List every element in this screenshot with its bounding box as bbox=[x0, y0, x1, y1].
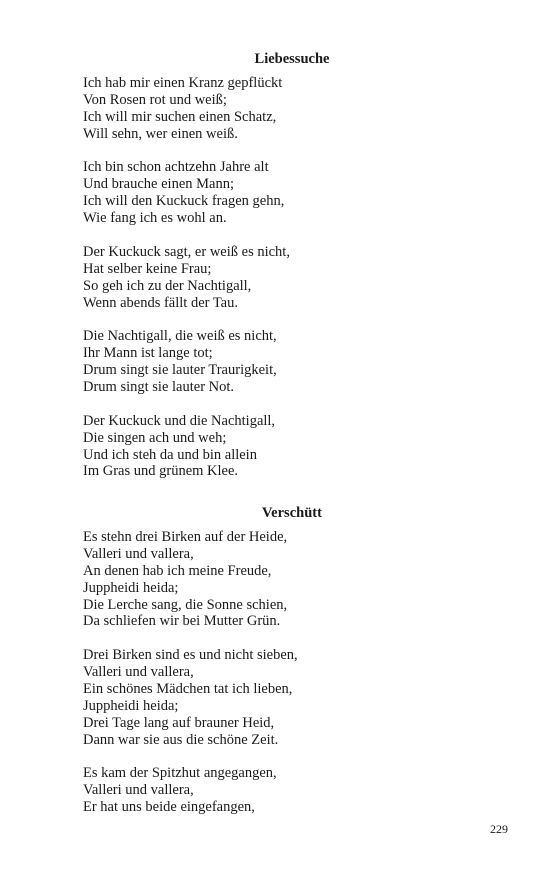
poem-line: Die singen ach und weh; bbox=[83, 429, 227, 446]
poem-body bbox=[83, 529, 513, 816]
stanza-gap bbox=[83, 143, 513, 160]
poem-line: Es kam der Spitzhut angegangen, bbox=[83, 765, 277, 782]
poem-line: Ihr Mann ist lange tot; bbox=[83, 345, 213, 362]
poem-line: Drei Birken sind es und nicht sieben, bbox=[83, 647, 298, 664]
poem-line: Ich will mir suchen einen Schatz, bbox=[83, 108, 277, 125]
poem-line: So geh ich zu der Nachtigall, bbox=[83, 277, 252, 294]
poem-body bbox=[83, 75, 513, 480]
page-number: 229 bbox=[490, 822, 508, 836]
poem-line: Der Kuckuck und die Nachtigall, bbox=[83, 412, 276, 429]
poem-line: Drei Tage lang auf brauner Heid, bbox=[83, 714, 275, 731]
poem-line: Juppheidi heida; bbox=[83, 579, 179, 596]
poem-line: Valleri und vallera, bbox=[83, 545, 194, 562]
poem-line: Will sehn, wer einen weiß. bbox=[83, 125, 238, 142]
stanza-gap bbox=[83, 396, 513, 413]
poem-line: Valleri und vallera, bbox=[83, 664, 194, 681]
poem-line: Die Lerche sang, die Sonne schien, bbox=[83, 596, 288, 613]
poem-line: Hat selber keine Frau; bbox=[83, 260, 212, 277]
poem-line: Ich bin schon achtzehn Jahre alt bbox=[83, 159, 269, 176]
stanza-gap bbox=[83, 749, 513, 766]
poem-line: Wenn abends fällt der Tau. bbox=[83, 294, 238, 311]
poem-line: Im Gras und grünem Klee. bbox=[83, 463, 239, 480]
poem-line: Von Rosen rot und weiß; bbox=[83, 91, 227, 108]
poem-line: Die Nachtigall, die weiß es nicht, bbox=[83, 328, 277, 345]
poem-line: Wie fang ich es wohl an. bbox=[83, 210, 227, 227]
poem-line: Valleri und vallera, bbox=[83, 782, 194, 799]
poem-line: Es stehn drei Birken auf der Heide, bbox=[83, 529, 288, 545]
poem-line: Und brauche einen Mann; bbox=[83, 176, 234, 193]
poem-line: Dann war sie aus die schöne Zeit. bbox=[83, 731, 279, 748]
poem-line: An denen hab ich meine Freude, bbox=[83, 562, 272, 579]
stanza-gap bbox=[83, 630, 513, 647]
poem-title: Liebessuche bbox=[254, 51, 330, 67]
poem-line: Er hat uns beide eingefangen, bbox=[83, 799, 255, 816]
stanza-gap bbox=[83, 311, 513, 328]
poem-line: Juppheidi heida; bbox=[83, 697, 179, 714]
poem-line: Ein schönes Mädchen tat ich lieben, bbox=[83, 681, 293, 698]
poem-line: Und ich steh da und bin allein bbox=[83, 446, 257, 463]
poem-line: Drum singt sie lauter Not. bbox=[83, 379, 235, 396]
poem-line: Ich hab mir einen Kranz gepflückt bbox=[83, 75, 283, 91]
poem-line: Drum singt sie lauter Traurigkeit, bbox=[83, 362, 277, 379]
stanza-gap bbox=[83, 227, 513, 244]
poem-line: Ich will den Kuckuck fragen gehn, bbox=[83, 193, 285, 210]
poem-line: Der Kuckuck sagt, er weiß es nicht, bbox=[83, 243, 290, 260]
poem-title: Verschütt bbox=[262, 505, 322, 521]
poem-line: Da schliefen wir bei Mutter Grün. bbox=[83, 613, 281, 630]
